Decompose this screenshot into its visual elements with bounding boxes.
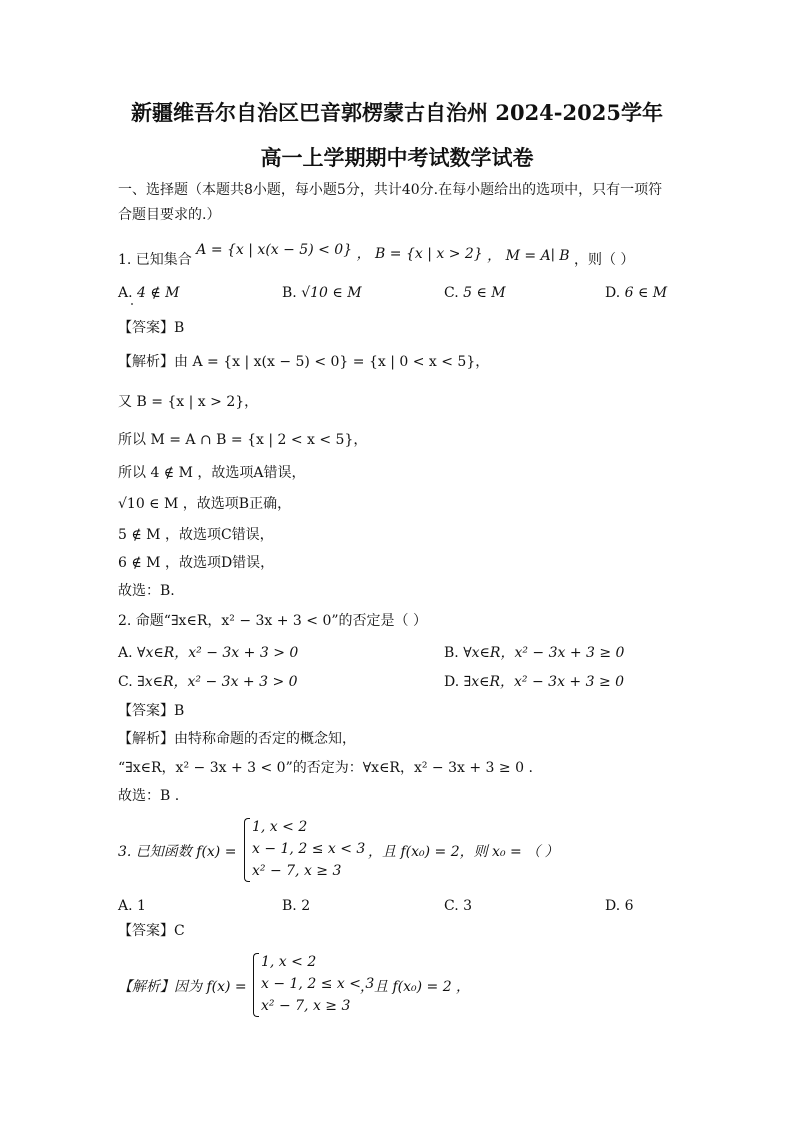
section-instruction-line2: 合题目要求的.）	[118, 207, 221, 223]
q3-piece: x² − 7, x ≥ 3	[252, 863, 342, 879]
stray-dot-mark	[131, 303, 133, 305]
q1-option-c: C. 5 ∈ M	[444, 285, 506, 301]
q1-option-a: A. 4 ∉ M	[118, 285, 180, 301]
q2-stem: 2. 命题“∃x∈R，x² − 3x + 3 < 0”的否定是（ ）	[118, 613, 427, 629]
q1-set-m: ， M = A∣ B	[487, 248, 570, 264]
q1-analysis-line: 所以 M = A ∩ B = {x | 2 < x < 5}，	[118, 432, 368, 448]
exam-title-line1: 新疆维吾尔自治区巴音郭楞蒙古自治州 2024-2025学年	[131, 100, 663, 125]
q3-option-d: D. 6	[605, 898, 634, 914]
left-brace-icon	[244, 818, 250, 882]
q3-piece: 1, x < 2	[252, 819, 308, 835]
q1-stem-suffix: ，则（ ）	[573, 252, 635, 268]
left-brace-icon	[253, 953, 259, 1017]
q1-stem	[118, 242, 635, 270]
q3-stem-prefix: 3. 已知函数 f(x) =	[118, 844, 237, 860]
q1-option-d: D. 6 ∈ M	[605, 285, 668, 301]
q2-option-d: D. ∃x∈R，x² − 3x + 3 ≥ 0	[444, 674, 625, 690]
exam-title-line2: 高一上学期期中考试数学试卷	[260, 145, 534, 170]
q1-answer: 【答案】B	[118, 320, 185, 336]
q1-option-b: B. √10 ∈ M	[282, 285, 362, 301]
q2-answer: 【答案】B	[118, 703, 185, 719]
q1-analysis-line: 【解析】由 A = {x | x(x − 5) < 0} = {x | 0 < x < 5}，	[118, 354, 490, 370]
q1-analysis-line: 故选：B.	[118, 583, 175, 599]
q3-option-b: B. 2	[282, 898, 311, 914]
q2-analysis-line: “∃x∈R，x² − 3x + 3 < 0”的否定为：∀x∈R，x² − 3x + 3 ≥ 0 .	[118, 760, 533, 776]
q2-option-a: A. ∀x∈R，x² − 3x + 3 > 0	[118, 645, 299, 661]
q3-answer: 【答案】C	[118, 923, 185, 939]
q3-piece: 1, x < 2	[261, 954, 317, 970]
section-instruction-line1: 一、选择题（本题共8小题，每小题5分，共计40分.在每小题给出的选项中，只有一项符	[118, 182, 663, 198]
q1-stem-prefix: 1. 已知集合	[118, 252, 192, 268]
q3-piece: x − 1, 2 ≤ x < 3	[261, 976, 375, 992]
q3-stem-suffix: ，且 f(x₀) = 2，则 x₀ = （ ）	[368, 844, 559, 860]
q1-analysis-line: 5 ∉ M ，故选项C错误，	[118, 527, 274, 543]
q1-analysis-line: 又 B = {x | x > 2}，	[118, 394, 259, 410]
q2-option-c: C. ∃x∈R，x² − 3x + 3 > 0	[118, 674, 298, 690]
q3-analysis-prefix: 【解析】因为 f(x) =	[118, 979, 247, 995]
q2-option-b: B. ∀x∈R，x² − 3x + 3 ≥ 0	[444, 645, 625, 661]
q3-option-a: A. 1	[118, 898, 146, 914]
q3-piece: x − 1, 2 ≤ x < 3	[252, 841, 366, 857]
q1-analysis-line: √10 ∈ M ，故选项B正确，	[118, 496, 292, 512]
q1-set-b: ， B = {x | x > 2}	[356, 246, 483, 262]
q3-piece: x² − 7, x ≥ 3	[261, 998, 351, 1014]
q1-set-a: A = {x | x(x − 5) < 0}	[196, 242, 353, 258]
q3-analysis-suffix: ，且 f(x₀) = 2 ，	[360, 979, 471, 995]
q1-analysis-line: 6 ∉ M ，故选项D错误，	[118, 555, 275, 571]
q3-option-c: C. 3	[444, 898, 473, 914]
q2-analysis-line: 故选：B .	[118, 788, 180, 804]
q2-analysis-line: 【解析】由特称命题的否定的概念知，	[118, 731, 356, 747]
q1-analysis-line: 所以 4 ∉ M ，故选项A错误，	[118, 465, 306, 481]
